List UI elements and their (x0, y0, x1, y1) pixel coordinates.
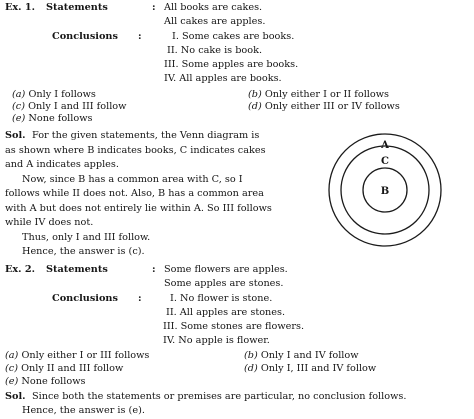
ex2-option-b: (b) Only I and IV follow (244, 350, 359, 361)
ex1-solution-line-7: while IV does not. (5, 217, 94, 228)
ex1-statement-2: All cakes are apples. (164, 16, 266, 27)
ex2-option-e: (e) None follows (5, 376, 86, 387)
ex1-option-a: (a) Only I follows (12, 89, 96, 100)
ex1-option-b: (b) Only either I or II follows (248, 89, 389, 100)
ex2-conclusion-3: III. Some stones are flowers. (163, 321, 305, 332)
ex1-conclusion-1: I. Some cakes are books. (172, 31, 295, 42)
ex1-conclusion-2: II. No cake is book. (167, 45, 263, 56)
ex1-statements-colon: : (152, 2, 156, 13)
ex2-sol-label: Sol. (5, 391, 26, 402)
ex2-statements-colon: : (152, 264, 156, 275)
ex1-statement-1: All books are cakes. (164, 2, 263, 13)
ex2-conclusion-1: I. No flower is stone. (170, 293, 273, 304)
ex2-solution-line-2: Hence, the answer is (e). (22, 405, 145, 416)
ex1-label: Ex. 1. (5, 2, 36, 13)
ex1-solution-line-8: Thus, only I and III follow. (22, 232, 151, 243)
ex2-label: Ex. 2. (5, 264, 36, 275)
ex2-statement-2: Some apples are stones. (164, 278, 284, 289)
ex1-conclusions-label: Conclusions (52, 31, 118, 42)
ex2-conclusions-colon: : (138, 293, 142, 304)
ex2-solution-line-1: Since both the statements or premises are particular, no conclusion follows. (32, 391, 407, 402)
ex1-solution-line-4: Now, since B has a common area with C, so I (22, 174, 243, 185)
ex1-conclusions-colon: : (138, 31, 142, 42)
venn-label-c: C (381, 156, 389, 167)
ex2-conclusion-2: II. All apples are stones. (166, 307, 286, 318)
ex1-solution-line-9: Hence, the answer is (c). (22, 246, 145, 257)
ex2-conclusions-label: Conclusions (52, 293, 118, 304)
ex1-statements-label: Statements (46, 2, 108, 13)
ex1-option-e: (e) None follows (12, 113, 93, 124)
venn-label-b: B (380, 186, 390, 197)
venn-label-a: A (381, 140, 389, 151)
ex1-option-c: (c) Only I and III follow (12, 101, 127, 112)
ex1-solution-line-6: with A but does not entirely lie within A. So III follows (5, 203, 272, 214)
ex1-solution-line-2: as shown where B indicates books, C indicates cakes (5, 145, 266, 156)
ex1-sol-label: Sol. (5, 130, 26, 141)
ex2-option-a: (a) Only either I or III follows (5, 350, 150, 361)
ex1-solution-line-3: and A indicates apples. (5, 159, 119, 170)
ex2-statements-label: Statements (46, 264, 108, 275)
ex2-conclusion-4: IV. No apple is flower. (163, 335, 270, 346)
ex2-statement-1: Some flowers are apples. (164, 264, 288, 275)
ex1-solution-line-5: follows while II does not. Also, B has a common area (5, 188, 264, 199)
ex1-conclusion-3: III. Some apples are books. (164, 59, 299, 70)
ex1-solution-line-1: For the given statements, the Venn diagram is (32, 130, 260, 141)
ex1-conclusion-4: IV. All apples are books. (164, 73, 282, 84)
ex2-option-c: (c) Only II and III follow (5, 363, 124, 374)
ex1-option-d: (d) Only either III or IV follows (248, 101, 400, 112)
ex2-option-d: (d) Only I, III and IV follow (244, 363, 377, 374)
